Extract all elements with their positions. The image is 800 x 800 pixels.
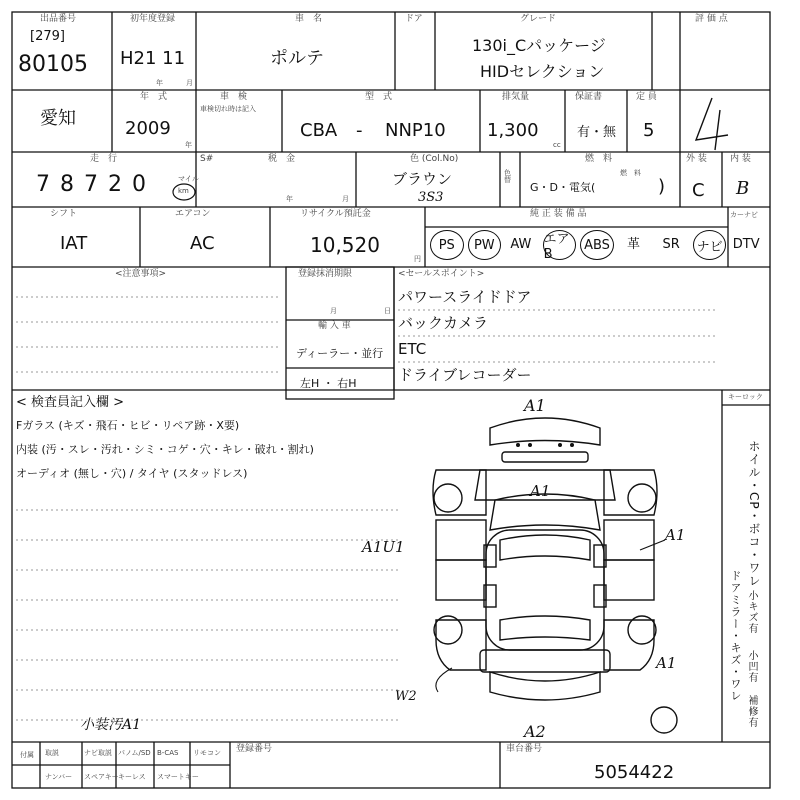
sales-point-4: ドライブレコーダー [398, 366, 532, 384]
label-displacement: 排気量 [502, 92, 530, 102]
mark-rear-right: A1 [656, 654, 677, 672]
equipment-ナビ: ナビ [693, 230, 727, 260]
label-inspector: < 検査員記入欄 > [16, 395, 125, 410]
type-prefix: CBA [300, 120, 338, 141]
mark-hood: A1 [530, 482, 551, 500]
fuel: G・D・電気( [530, 181, 596, 194]
footer-side-label: 付属 [20, 751, 34, 759]
color-change-label: 色替 [504, 169, 511, 184]
mileage-mile-unit: マイル [178, 175, 199, 183]
sales-point-1: パワースライドドア [398, 288, 532, 306]
mark-front: A1 [524, 396, 546, 415]
first-reg-value: H21 11 [120, 48, 186, 69]
exterior-grade: C [692, 180, 705, 201]
chassis-number: 5054422 [594, 762, 675, 783]
equipment-sr: SR [662, 237, 680, 252]
fuel-close: ) [658, 176, 666, 197]
model-year-unit: 年 [185, 141, 192, 149]
label-model-year: 年 式 [140, 92, 168, 102]
car-diagram [433, 418, 657, 700]
first-reg-month-unit: 月 [186, 79, 193, 87]
label-recycle-tax: 税 金 [268, 154, 296, 164]
mark-right-side: A1 [665, 526, 686, 544]
shift: IAT [60, 233, 88, 254]
label-inspection: 車 検 [220, 92, 248, 102]
fuel-other: 燃 料 [620, 169, 641, 177]
label-key-lock: キーロック [728, 393, 763, 401]
footer-item-4: B-CAS [157, 749, 179, 757]
mark-rear-left: W2 [395, 689, 417, 704]
car-name-value: ポルテ [270, 48, 324, 69]
displacement-unit: cc [553, 141, 561, 149]
label-doors: ドア [405, 14, 423, 24]
right-note-1: ホイル・CP・ボコ・ワレ [747, 440, 761, 588]
equipment-abs: ABS [580, 230, 614, 260]
label-sales-points: <セールスポイント> [398, 269, 485, 279]
label-import: 輸 入 車 [318, 321, 351, 331]
equipment-aw: AW [510, 237, 532, 252]
label-inspection-note: 車検切れ時は記入 [200, 105, 256, 113]
lot-number: 80105 [18, 52, 88, 77]
label-fuel: 燃 料 [585, 154, 613, 164]
recycle-unit: 円 [414, 255, 421, 263]
score-value [0, 0, 1, 1]
mark-rear: A2 [524, 722, 546, 741]
capacity: 5 [643, 120, 655, 141]
inspector-handwritten: 小装汚A1 [80, 717, 142, 733]
interior-grade: B [736, 178, 750, 199]
equipment-ps: PS [430, 230, 464, 260]
right-note-4: 小凹有 [746, 650, 757, 683]
lot-bracket: [279] [30, 29, 65, 44]
first-reg-year-unit: 年 [156, 79, 163, 87]
grade-line1: 130i_Cパッケージ [472, 36, 606, 55]
label-lot-no: 出品番号 [40, 14, 77, 24]
label-shift: シフト [50, 209, 78, 219]
label-aircon: エアコン [175, 209, 211, 219]
inspector-interior: 内装 (汚・スレ・汚れ・シミ・コゲ・穴・キレ・破れ・割れ) [16, 443, 314, 456]
footer-item-3: パノム/SD [118, 749, 151, 757]
label-capacity: 定 員 [636, 92, 657, 102]
inspector-audio: オーディオ (無し・穴) / タイヤ (スタッドレス) [16, 467, 248, 480]
label-grade: グレード [520, 14, 557, 24]
label-score: 評 価 点 [695, 14, 728, 24]
model-year: 2009 [125, 118, 171, 139]
right-note-3: 小キズ有 [746, 590, 757, 634]
right-note-2: ドアミラー・キズ・ワレ [729, 570, 742, 702]
car-dots [516, 443, 574, 447]
equipment-pw: PW [468, 230, 502, 260]
steering: 左H ・ 右H [300, 377, 357, 390]
label-type: 型 式 [365, 92, 393, 102]
label-deadline: 登録抹消期限 [298, 269, 353, 279]
footer-item-9: スマートキー [157, 773, 199, 781]
mileage: 78720 [36, 172, 156, 197]
mileage-km-unit: km [178, 187, 189, 195]
equipment-エアb: エアB [543, 230, 577, 260]
tax-month-unit: 月 [342, 195, 349, 203]
footer-item-6: ナンバー [45, 773, 73, 781]
label-first-reg: 初年度登録 [130, 14, 176, 24]
color-code: 3S3 [418, 190, 444, 205]
footer-item-7: スペアキー [84, 773, 119, 781]
color: ブラウン [392, 170, 453, 188]
label-color: 色 (Col.No) [410, 154, 459, 164]
dealer: ディーラー・並行 [296, 347, 384, 360]
sales-point-3: ETC [398, 340, 427, 358]
grade-line2: HIDセレクション [480, 62, 605, 81]
footer-item-8: キーレス [118, 773, 146, 781]
deadline-day-unit: 日 [384, 307, 391, 315]
label-mileage: 走 行 [90, 154, 118, 164]
aircon: AC [190, 233, 215, 254]
footer-item-5: リモコン [193, 749, 221, 757]
prefecture: 愛知 [40, 108, 76, 129]
label-recycle: リサイクル預託金 [300, 209, 371, 219]
type-code: NNP10 [385, 120, 446, 141]
mark-left-side: A1U1 [362, 538, 405, 556]
label-reg-no: 登録番号 [236, 744, 273, 754]
footer-item-2: ナビ取説 [84, 749, 112, 757]
label-chassis-no: 車台番号 [506, 744, 543, 754]
equipment-dtv: DTV [732, 237, 760, 252]
type-dash: - [356, 120, 363, 141]
label-warranty: 保証書 [575, 92, 603, 102]
label-exchange: S# [200, 154, 214, 164]
right-note-5: 補修有 [746, 695, 757, 728]
label-notes: <注意事項> [115, 269, 167, 279]
deadline-month-unit: 月 [330, 307, 337, 315]
tax-year-unit: 年 [286, 195, 293, 203]
equipment-革: 革 [627, 237, 641, 252]
displacement: 1,300 [487, 120, 539, 141]
recycle: 10,520 [310, 233, 380, 257]
label-car-name: 車 名 [295, 14, 323, 24]
label-exterior: 外 装 [686, 154, 707, 164]
label-equipment: 純 正 装 備 品 [530, 209, 587, 219]
label-carnavi: カーナビ [730, 211, 758, 219]
warranty: 有・無 [577, 125, 617, 140]
footer-item-1: 取説 [45, 749, 59, 757]
label-interior: 内 装 [730, 154, 751, 164]
score-handwriting [696, 98, 728, 150]
inspector-glass: Fガラス (キズ・飛石・ヒビ・リペア跡・X要) [16, 419, 240, 432]
sales-point-2: バックカメラ [398, 314, 489, 332]
car-wheels [434, 484, 677, 733]
